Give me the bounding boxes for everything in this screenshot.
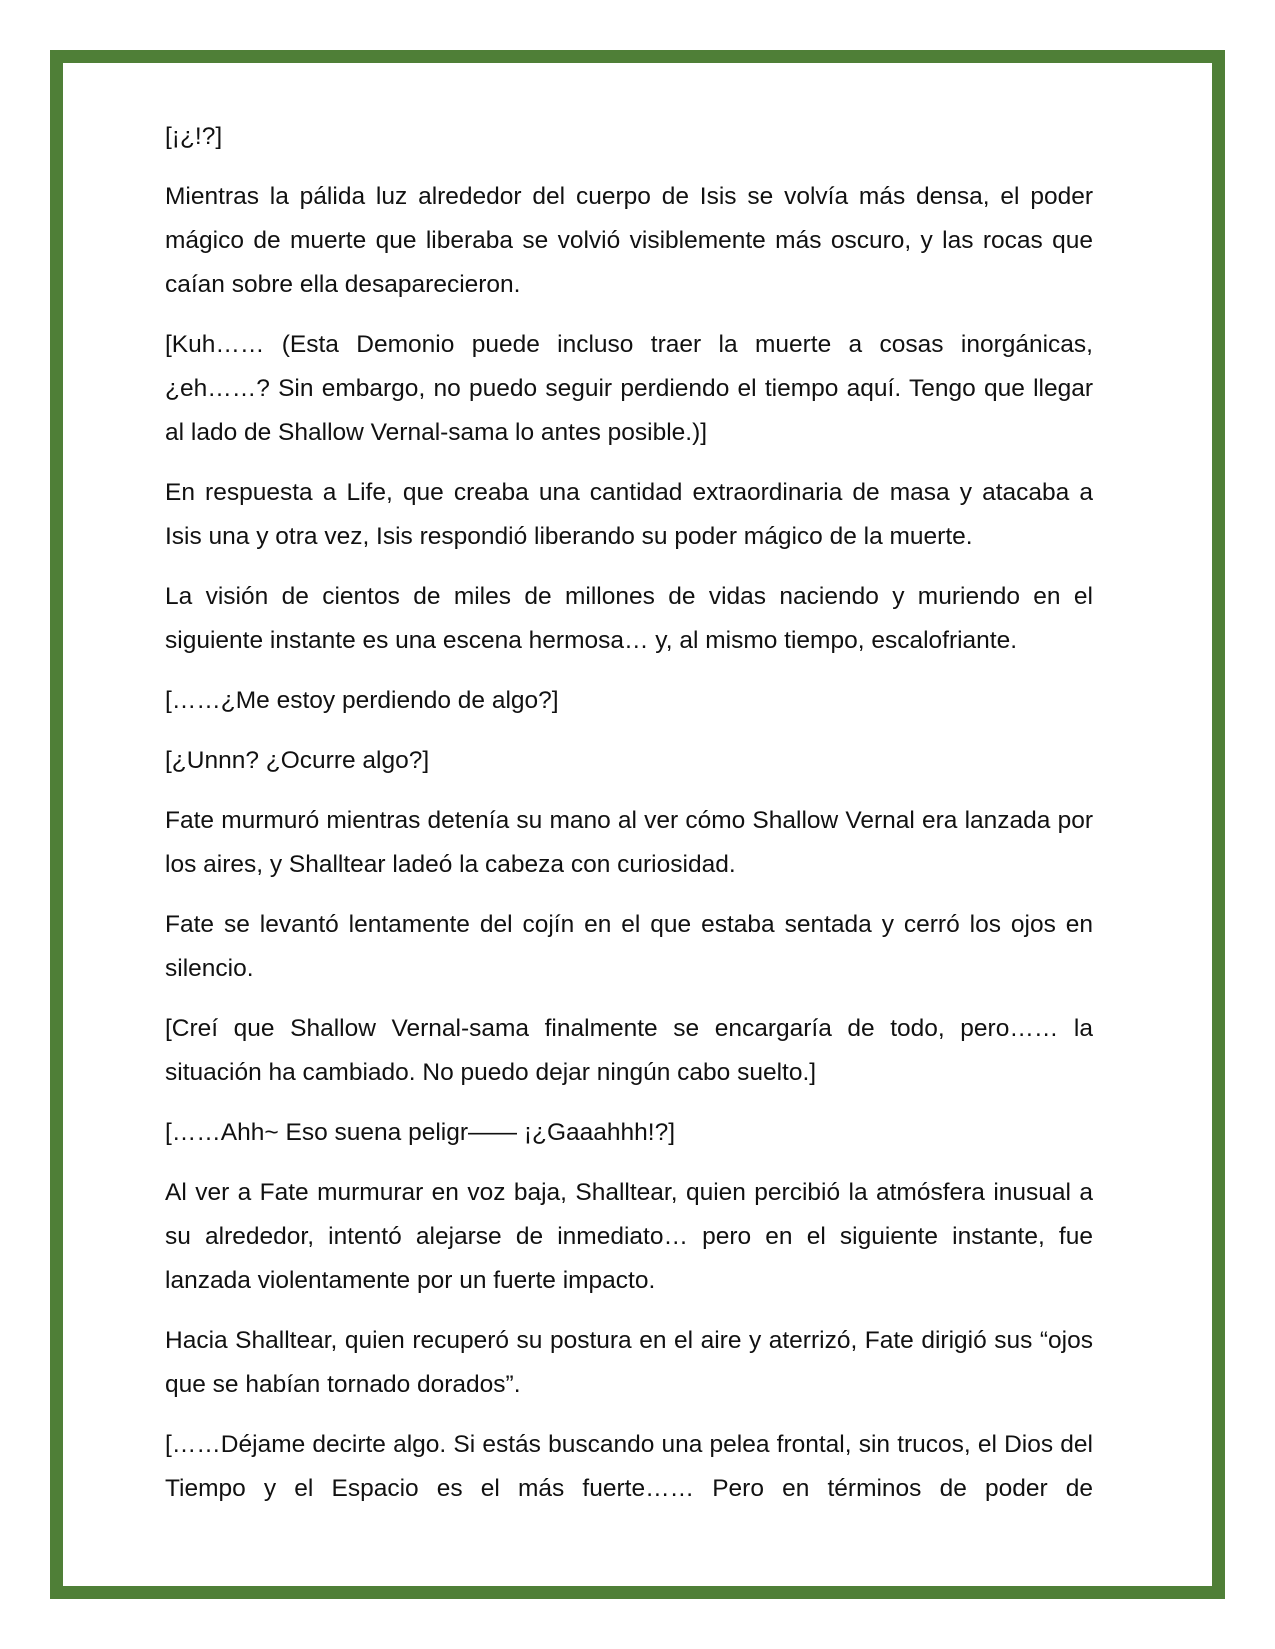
paragraph: Al ver a Fate murmurar en voz baja, Shalltear, quien percibió la atmósfera inusual a su alrededor, intentó alejarse de inmediato… pero en el siguiente instante, fue lanzada violentamente por un fuerte impacto. xyxy=(165,1179,1093,1294)
paragraph: [¿Unnn? ¿Ocurre algo?] xyxy=(165,747,430,774)
document-body xyxy=(165,115,1093,1527)
paragraph: La visión de cientos de miles de millones de vidas naciendo y muriendo en el siguiente instante es una escena hermosa… y, al mismo tiempo, escalofriante. xyxy=(165,583,1093,654)
paragraph: [Creí que Shallow Vernal-sama finalmente se encargaría de todo, pero…… la situación ha cambiado. No puedo dejar ningún cabo suelto.] xyxy=(165,1015,1093,1086)
paragraph: [……Déjame decirte algo. Si estás buscando una pelea frontal, sin trucos, el Dios del Tiempo y el Espacio es el más fuerte…… Pero en términos de poder de xyxy=(165,1431,1093,1502)
paragraph: Hacia Shalltear, quien recuperó su postura en el aire y aterrizó, Fate dirigió sus “ojos que se habían tornado dorados”. xyxy=(165,1327,1093,1398)
paragraph: [……¿Me estoy perdiendo de algo?] xyxy=(165,687,559,714)
paragraph: [……Ahh~ Eso suena peligr—— ¡¿Gaaahhh!?] xyxy=(165,1119,676,1146)
paragraph: [Kuh…… (Esta Demonio puede incluso traer la muerte a cosas inorgánicas, ¿eh……? Sin embargo, no puedo seguir perdiendo el tiempo aquí. Tengo que llegar al lado de Shallow Vernal-sama lo antes posible.)] xyxy=(165,331,1093,446)
paragraph: [¡¿!?] xyxy=(165,123,223,150)
paragraph: Fate murmuró mientras detenía su mano al ver cómo Shallow Vernal era lanzada por los aires, y Shalltear ladeó la cabeza con curiosidad. xyxy=(165,807,1093,878)
paragraph: En respuesta a Life, que creaba una cantidad extraordinaria de masa y atacaba a Isis una y otra vez, Isis respondió liberando su poder mágico de la muerte. xyxy=(165,479,1093,550)
paragraph: Mientras la pálida luz alrededor del cuerpo de Isis se volvía más densa, el poder mágico de muerte que liberaba se volvió visiblemente más oscuro, y las rocas que caían sobre ella desaparecieron. xyxy=(165,183,1093,298)
paragraph: Fate se levantó lentamente del cojín en el que estaba sentada y cerró los ojos en silencio. xyxy=(165,911,1093,982)
